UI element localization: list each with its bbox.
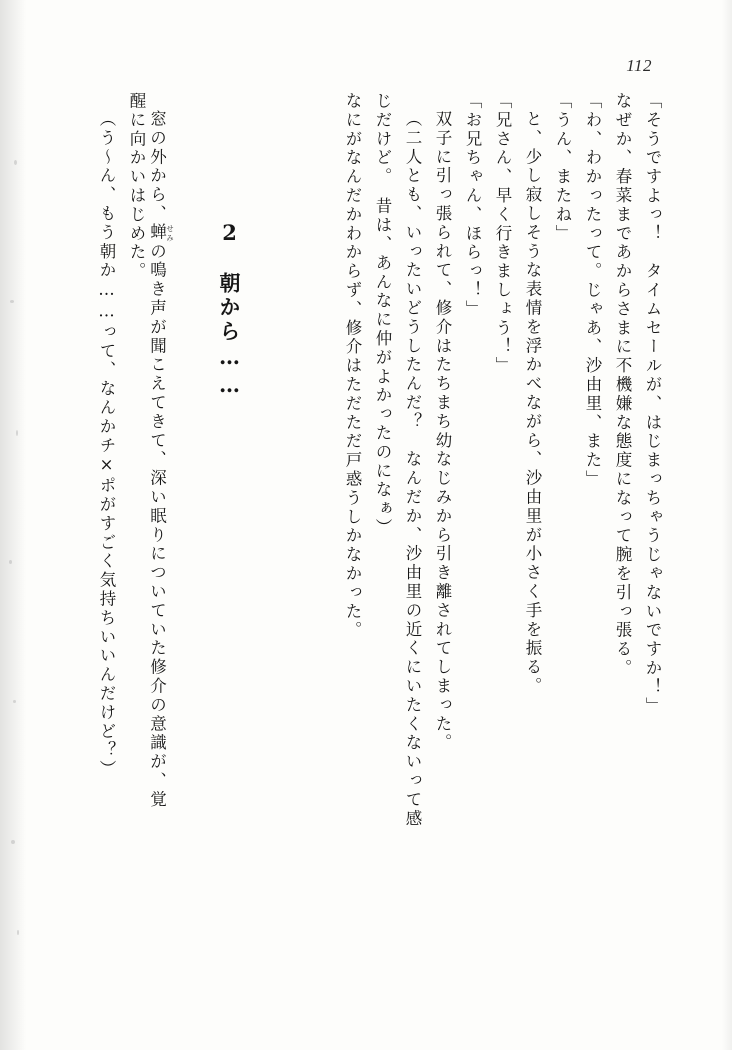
text-column-blank — [300, 92, 330, 930]
text-column: なにがなんだかわからず、修介はただただ戸惑うしかなかった。 — [343, 92, 362, 641]
text-column: 「兄さん、早く行きましょう！」 — [493, 92, 512, 376]
scan-speck — [10, 300, 14, 303]
page-edge-shadow — [722, 0, 732, 1050]
text-column-ruby — [144, 92, 174, 948]
text-column: 「お兄ちゃん、ほらっ！」 — [463, 92, 482, 319]
section-heading: 2 朝から…… — [217, 220, 242, 400]
text-column: 「わ、わかったって。じゃあ、沙由里、また」 — [583, 92, 602, 489]
ruby-base: 蝉 — [147, 223, 167, 243]
page-number: 112 — [626, 56, 652, 75]
scan-speck — [17, 930, 19, 935]
text-column: （う～ん、もう朝か……って、なんかチ×ポがすごく気持ちいいんだけど？） — [97, 110, 116, 779]
text-column-blank — [240, 92, 270, 930]
text-column-blank — [270, 92, 300, 930]
scan-speck — [16, 430, 18, 436]
ruby-annotation — [147, 223, 175, 243]
text-column-blank — [174, 92, 204, 930]
text-column: 「そうですよっ！ タイムセールが、はじまっちゃうじゃないですか！」 — [643, 92, 662, 716]
scan-speck — [13, 700, 16, 703]
scan-speck — [14, 160, 17, 165]
ruby-text: せみ — [165, 223, 175, 243]
scan-speck — [9, 560, 12, 564]
text-column: じだけど。 昔は、あんなに仲がよかったのになぁ） — [373, 92, 392, 538]
text-column: 醒に向かいはじめた。 — [127, 92, 146, 281]
text-column: 「うん、またね」 — [553, 92, 572, 244]
text-column: （二人とも、いったいどうしたんだ？ なんだか、沙由里の近くにいたくないって感 — [403, 110, 422, 829]
text-column: と、少し寂しそうな表情を浮かべながら、沙由里が小さく手を振る。 — [523, 110, 542, 696]
vertical-text-block — [96, 92, 660, 930]
text-run: の鳴き声が聞こえてきて、深い眠りについていた修介の意識が、覚 — [147, 242, 167, 810]
text-run: 窓の外から、 — [147, 110, 167, 224]
gutter-shadow — [0, 0, 26, 1050]
scan-speck — [11, 840, 15, 844]
text-column: 双子に引っ張られて、修介はたちまち幼なじみから引き離されてしまった。 — [433, 110, 452, 753]
text-column: なぜか、春菜まであからさまに不機嫌な態度になって腕を引っ張る。 — [613, 92, 632, 678]
